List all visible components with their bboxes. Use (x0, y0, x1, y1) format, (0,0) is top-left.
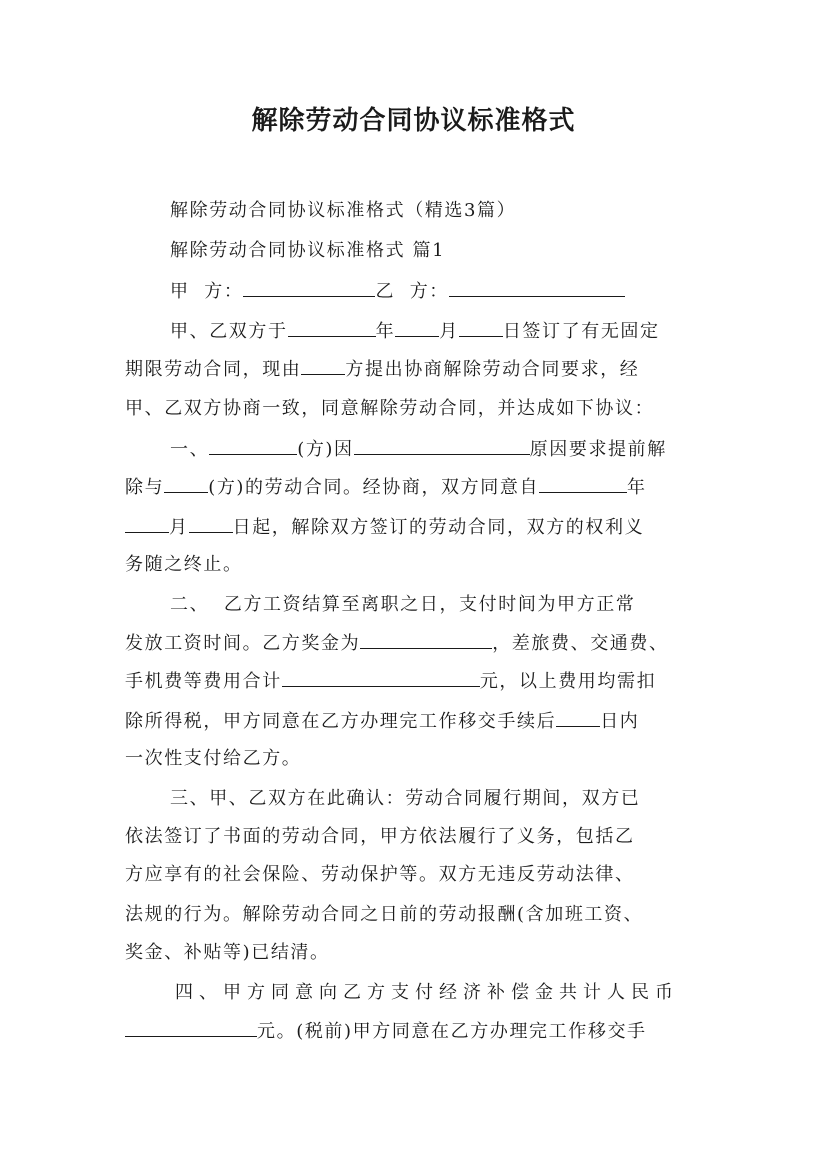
para3-line5: 一次性支付给乙方。 (125, 748, 302, 769)
parties-line (170, 278, 760, 305)
text-segment: (方)因 (297, 439, 354, 460)
para4-line4: 法规的行为。解除劳动合同之日前的劳动报酬(含加班工资、 (125, 904, 644, 925)
text-segment: 元，以上费用均需扣 (479, 671, 657, 692)
text-segment: 月 (169, 517, 189, 538)
blank-field (395, 318, 439, 337)
blank-field (539, 474, 627, 493)
para2-line4: 务随之终止。 (125, 554, 243, 575)
text-segment: ，差旅费、交通费、 (492, 633, 669, 654)
para5-line2 (125, 1018, 715, 1045)
article-heading: 解除劳动合同协议标准格式 篇1 (170, 240, 446, 261)
blank-field (125, 1018, 257, 1037)
blank-field (282, 668, 480, 687)
para1-line3: 甲、乙双方协商一致，同意解除劳动合同，并达成如下协议： (125, 398, 655, 419)
para2-line2 (125, 474, 715, 501)
text-segment: 一、 (170, 439, 210, 460)
party-a-blank (243, 278, 375, 297)
text-segment: (方)的劳动合同。经协商，双方同意自 (208, 477, 540, 498)
blank-field (125, 514, 169, 533)
para1-line2 (125, 356, 715, 383)
text-segment: 日内 (600, 711, 640, 732)
text-segment: 除与 (125, 477, 165, 498)
blank-field (354, 436, 530, 455)
text-segment: 发放工资时间。乙方奖金为 (125, 633, 361, 654)
para1-line1 (170, 318, 760, 345)
para4-line3: 方应享有的社会保险、劳动保护等。双方无违反劳动法律、 (125, 864, 635, 885)
para2-line3 (125, 514, 715, 541)
text-segment: 原因要求提前解 (529, 439, 667, 460)
text-segment: 甲、乙双方于 (170, 321, 288, 342)
subtitle: 解除劳动合同协议标准格式（精选3篇） (170, 200, 517, 221)
para4-line1: 三、甲、乙双方在此确认：劳动合同履行期间，双方已 (170, 788, 641, 809)
para2-line1 (170, 436, 760, 463)
text-segment: 手机费等费用合计 (125, 671, 282, 692)
para5-line1: 四、甲方同意向乙方支付经济补偿金共计人民币 (175, 982, 679, 1003)
blank-field (459, 318, 503, 337)
para3-line1: 二、 乙方工资结算至离职之日，支付时间为甲方正常 (170, 594, 636, 615)
text-segment: 期限劳动合同，现由 (125, 359, 302, 380)
para4-line5: 奖金、补贴等)已结清。 (125, 942, 330, 963)
text-segment: 年 (627, 477, 647, 498)
text-segment: 除所得税，甲方同意在乙方办理完工作移交手续后 (125, 711, 557, 732)
blank-field (164, 474, 208, 493)
text-segment: 方提出协商解除劳动合同要求，经 (345, 359, 640, 380)
blank-field (189, 514, 233, 533)
text-segment: 元。(税前)甲方同意在乙方办理完工作移交手 (257, 1021, 647, 1042)
blank-field (556, 708, 600, 727)
party-b-blank (449, 278, 625, 297)
para3-line3 (125, 668, 715, 695)
blank-field (209, 436, 297, 455)
para4-line2: 依法签订了书面的劳动合同，甲方依法履行了义务，包括乙 (125, 826, 635, 847)
para3-line4 (125, 708, 715, 735)
party-b-label: 乙 方： (375, 281, 449, 302)
text-segment: 日签订了有无固定 (502, 321, 660, 342)
document-title: 解除劳动合同协议标准格式 (251, 106, 576, 136)
text-segment: 日起，解除双方签订的劳动合同，双方的权利义 (232, 517, 645, 538)
party-a-label: 甲 方： (170, 281, 244, 302)
blank-field (288, 318, 376, 337)
para3-line2 (125, 630, 715, 657)
blank-field (360, 630, 492, 649)
text-segment: 年 (375, 321, 396, 342)
text-segment: 月 (439, 321, 459, 342)
blank-field (301, 356, 345, 375)
